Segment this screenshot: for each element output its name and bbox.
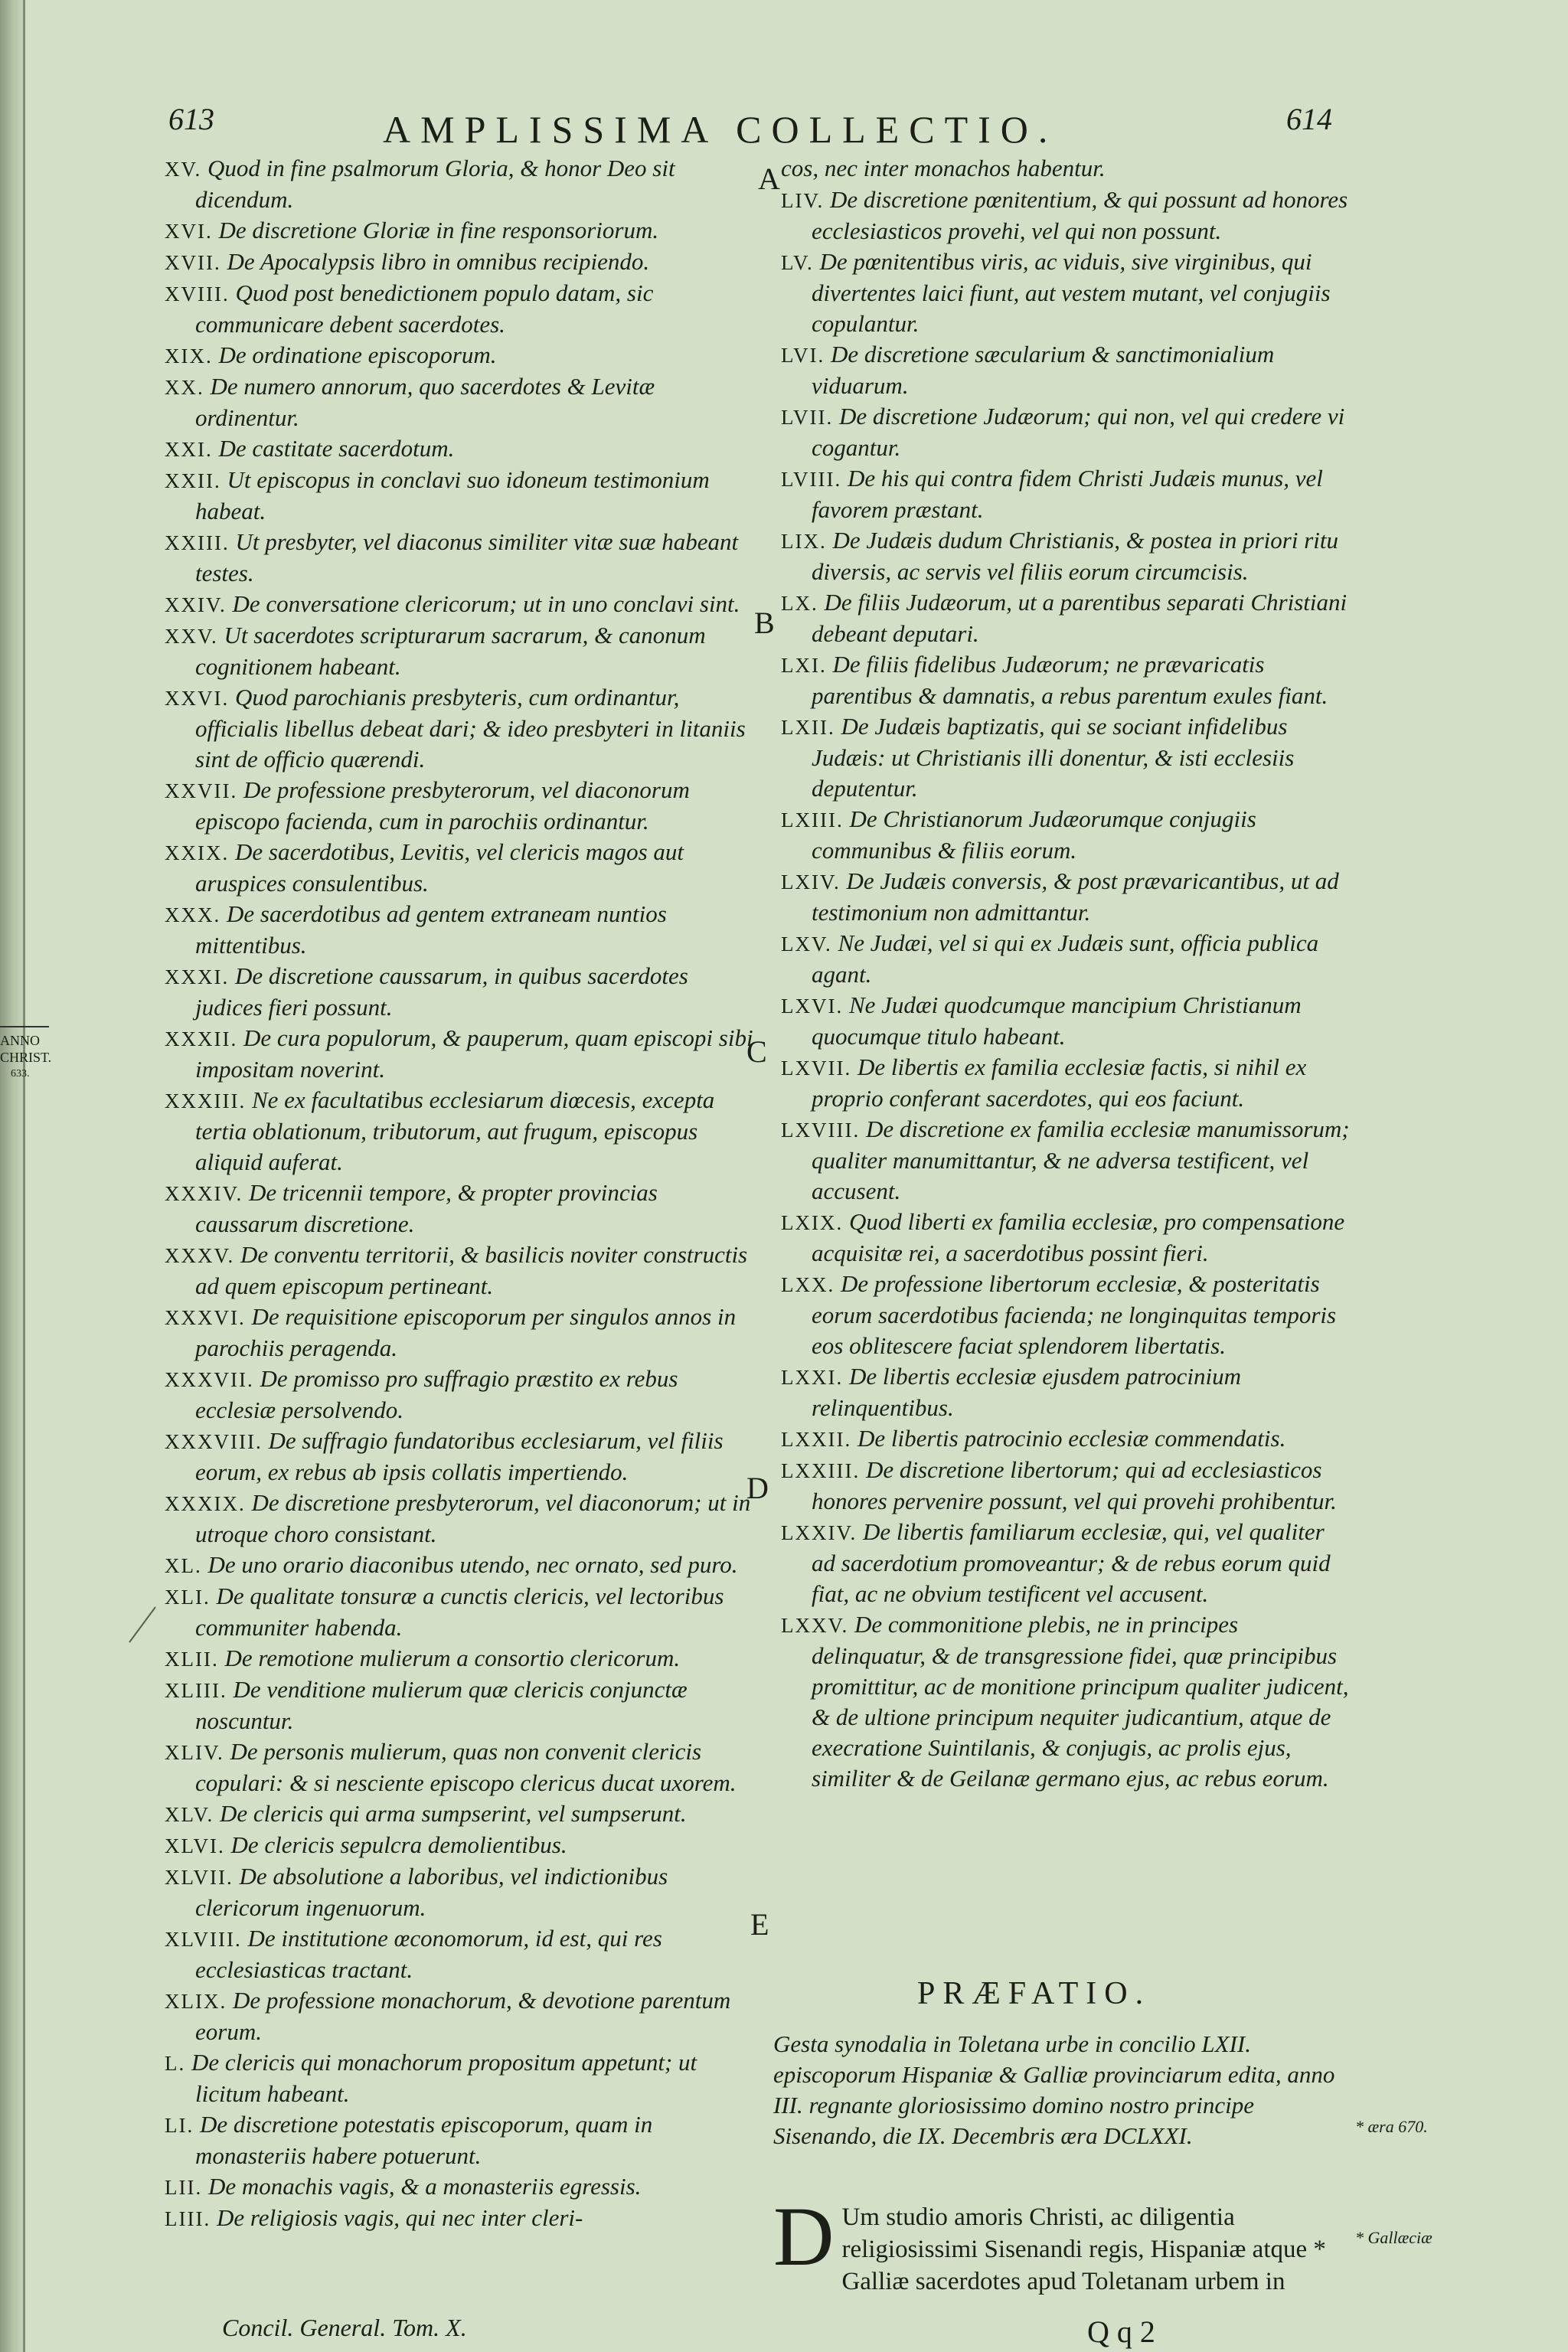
chapter-text: De cura populorum, & pauperum, quam episcopi sibi impositam noverint.	[195, 1024, 753, 1083]
chapter-entry	[165, 620, 754, 682]
body-paragraph	[773, 2190, 1355, 2298]
chapter-text: De suffragio fundatoribus ecclesiarum, vel filiis eorum, ex rebus ab ipsis collatis impertiendo.	[195, 1427, 724, 1485]
chapter-text: De discretione Gloriæ in fine responsoriorum.	[218, 217, 659, 243]
chapter-number: LVIII.	[781, 468, 842, 491]
chapter-number: L.	[165, 2052, 186, 2075]
margin-note-line: CHRIST.	[0, 1050, 52, 1065]
section-mark-a: A	[758, 162, 780, 196]
chapter-entry	[781, 649, 1351, 711]
chapter-text: De tricennii tempore, & propter provincias caussarum discretione.	[195, 1179, 658, 1237]
chapter-entry	[165, 527, 754, 589]
chapter-entry	[165, 247, 754, 278]
chapter-number: XXIII.	[165, 531, 230, 554]
chapter-number: LI.	[165, 2114, 194, 2137]
chapter-entry	[781, 185, 1351, 247]
chapter-text: De discretione sæcularium & sanctimonialium viduarum.	[812, 341, 1275, 399]
chapter-text: De discretione presbyterorum, vel diaconorum; ut in utroque choro consistant.	[195, 1489, 751, 1547]
chapter-number: LXII.	[781, 716, 835, 739]
chapter-text: De numero annorum, quo sacerdotes & Levitæ ordinentur.	[195, 373, 655, 431]
chapter-text: De discretione pœnitentium, & qui possunt ad honores ecclesiasticos provehi, vel qui non possunt.	[812, 186, 1348, 244]
chapter-number: XXV.	[165, 625, 218, 648]
chapter-number: LXXIV.	[781, 1521, 858, 1544]
chapter-entry	[781, 1609, 1351, 1794]
chapter-number: LIII.	[165, 2207, 211, 2230]
praefatio-text: Gesta synodalia in Toletana urbe in concilio LXII. episcoporum Hispaniæ & Galliæ provinciarum edita, anno III. regnante gloriosissimo domino nostro principe Sisenando, die IX. Decembris æra DCLXXI.	[773, 2030, 1335, 2149]
chapter-text: De Judæis dudum Christianis, & postea in priori ritu diversis, ac servis vel filiis eorum circumcisis.	[812, 527, 1339, 585]
margin-note-anno	[0, 1026, 52, 1083]
chapter-number: XLIX.	[165, 1990, 227, 2013]
chapter-number: LXVIII.	[781, 1119, 861, 1142]
chapter-text: De absolutione a laboribus, vel indictionibus clericorum ingenuorum.	[195, 1863, 668, 1921]
chapter-text: Quod parochianis presbyteris, cum ordinantur, officialis libellus debeat dari; & ideo presbyteri in litaniis sint de officio quærendi.	[195, 684, 746, 773]
chapter-number: LXX.	[781, 1273, 835, 1296]
chapter-number: XXII.	[165, 469, 221, 492]
signature-mark: Q q 2	[1087, 2314, 1155, 2349]
chapter-number: LXI.	[781, 654, 827, 677]
chapter-entry	[165, 2203, 754, 2234]
chapter-text: De discretione ex familia ecclesiæ manumissorum; qualiter manumittantur, & ne adversa testificent, vel accusent.	[812, 1116, 1350, 1204]
chapter-entry	[781, 1361, 1351, 1423]
left-column	[165, 153, 754, 2234]
chapter-text: De uno orario diaconibus utendo, nec ornato, sed puro.	[207, 1551, 738, 1578]
chapter-text: De professione monachorum, & devotione parentum eorum.	[195, 1987, 731, 2045]
chapter-text: De discretione potestatis episcoporum, quam in monasteriis habere potuerunt.	[195, 2111, 653, 2169]
body-text: Um studio amoris Christi, ac diligentia religiosissimi Sisenandi regis, Hispaniæ atque * Galliæ sacerdotes apud Toletanam urbem in	[841, 2203, 1326, 2295]
chapter-entry	[781, 866, 1351, 928]
chapter-number: LIX.	[781, 530, 827, 553]
chapter-entry	[165, 2047, 754, 2109]
chapter-entry	[165, 899, 754, 961]
chapter-entry	[165, 1240, 754, 1302]
chapter-entry	[165, 775, 754, 837]
section-mark-d: D	[746, 1471, 769, 1505]
chapter-text: De professione presbyterorum, vel diaconorum episcopo facienda, cum in parochiis ordinantur.	[195, 776, 690, 835]
chapter-text: De Apocalypsis libro in omnibus recipiendo.	[227, 248, 650, 275]
chapter-entry	[165, 371, 754, 433]
chapter-entry	[781, 1207, 1351, 1269]
chapter-text: Quod in fine psalmorum Gloria, & honor Deo sit dicendum.	[195, 155, 675, 213]
chapter-number: LXV.	[781, 933, 832, 956]
chapter-entry	[165, 340, 754, 371]
chapter-text: De ordinatione episcoporum.	[218, 341, 497, 368]
chapter-number: XXXII.	[165, 1027, 238, 1050]
chapter-text: De Judæis conversis, & post prævaricantibus, ut ad testimonium non admittantur.	[812, 867, 1339, 926]
side-note-aera: * æra 670.	[1355, 2117, 1428, 2136]
chapter-number: XX.	[165, 376, 204, 399]
chapter-text: De sacerdotibus ad gentem extraneam nuntios mittentibus.	[195, 900, 667, 959]
chapter-entry	[165, 1581, 754, 1643]
chapter-number: LIV.	[781, 189, 825, 212]
chapter-entry	[165, 465, 754, 527]
chapter-text: De commonitione plebis, ne in principes delinquatur, & de transgressione fidei, quæ principibus promittitur, ac de monitione principum qualiter judicent, & de ultione principum nequiter judicantium, atque de execratione Suintilanis, & conjugis, ac prolis ejus, similiter & de Geilanæ germano ejus, ac rebus eorum.	[812, 1611, 1349, 1792]
chapter-text: Ut presbyter, vel diaconus similiter vitæ suæ habeant testes.	[195, 528, 739, 586]
chapter-text: De requisitione episcoporum per singulos annos in parochiis peragenda.	[195, 1303, 737, 1361]
chapter-entry	[165, 215, 754, 247]
chapter-entry	[781, 339, 1351, 401]
chapter-entry	[165, 1830, 754, 1861]
chapter-entry	[165, 278, 754, 340]
chapter-text: De castitate sacerdotum.	[218, 435, 455, 462]
chapter-text: De conventu territorii, & basilicis noviter constructis ad quem episcopum pertineant.	[195, 1241, 748, 1299]
chapter-number: LXIV.	[781, 871, 841, 893]
chapter-number: XLIII.	[165, 1679, 227, 1702]
chapter-text: De religiosis vagis, qui nec inter cleri-	[216, 2204, 583, 2231]
chapter-number: XXXVIII.	[165, 1430, 263, 1453]
right-column	[781, 153, 1351, 1794]
section-mark-b: B	[754, 606, 775, 640]
chapter-text: De pœnitentibus viris, ac viduis, sive virginibus, qui divertentes laici fiunt, aut vestem mutant, vel conjugiis copulantur.	[812, 248, 1331, 337]
chapter-entry	[165, 837, 754, 899]
chapter-number: LII.	[165, 2176, 203, 2199]
chapter-text: Ne Judæi, vel si qui ex Judæis sunt, officia publica agant.	[812, 929, 1319, 988]
chapter-text: De Christianorum Judæorumque conjugiis communibus & filiis eorum.	[812, 805, 1256, 864]
chapter-number: XXX.	[165, 903, 221, 926]
chapter-number: LXIII.	[781, 808, 844, 831]
chapter-number: XXXVI.	[165, 1306, 246, 1329]
chapter-entry	[165, 2171, 754, 2203]
chapter-entry	[165, 1302, 754, 1364]
chapter-number: LXVI.	[781, 995, 844, 1018]
chapter-entry	[781, 1517, 1351, 1609]
chapter-entry	[165, 1426, 754, 1488]
chapter-entry	[165, 1488, 754, 1550]
chapter-entry	[781, 1269, 1351, 1361]
chapter-entry	[781, 711, 1351, 804]
chapter-entry	[781, 928, 1351, 990]
chapter-number: XXXIV.	[165, 1182, 243, 1205]
chapter-entry	[165, 1861, 754, 1923]
chapter-entry	[165, 1178, 754, 1240]
chapter-entry	[781, 463, 1351, 525]
chapter-number: XXVII.	[165, 779, 238, 802]
margin-note-year: 633.	[11, 1068, 30, 1080]
chapter-text: De clericis sepulcra demolientibus.	[230, 1831, 567, 1858]
chapter-number: XLVIII.	[165, 1928, 242, 1951]
chapter-text: De professione libertorum ecclesiæ, & posteritatis eorum sacerdotibus facienda; ne longinquitas temporis eos oblitescere faciat splendorem libertatis.	[812, 1270, 1337, 1359]
chapter-text: De personis mulierum, quas non convenit clericis copulari: & si nesciente episcopo clericus ducat uxorem.	[195, 1738, 737, 1796]
chapter-text: De filiis fidelibus Judæorum; ne prævaricatis parentibus & damnatis, a rebus parentum exules fiant.	[812, 651, 1328, 709]
chapter-text: De sacerdotibus, Levitis, vel clericis magos aut aruspices consulentibus.	[195, 838, 684, 897]
chapter-number: LXXI.	[781, 1366, 844, 1389]
page-number-left: 613	[168, 102, 214, 136]
pencil-mark	[126, 1604, 157, 1646]
chapter-number: XLI.	[165, 1586, 211, 1609]
chapter-text: De his qui contra fidem Christi Judæis munus, vel favorem præstant.	[812, 465, 1323, 523]
chapter-text: De libertis ex familia ecclesiæ factis, si nihil ex proprio conferant sacerdotes, qui eos faciunt.	[812, 1054, 1307, 1112]
chapter-entry	[165, 1736, 754, 1798]
chapter-text: Ne Judæi quodcumque mancipium Christianum quocumque titulo habeant.	[812, 991, 1302, 1050]
chapter-text: De institutione œconomorum, id est, qui res ecclesiasticas tractant.	[195, 1925, 662, 1983]
chapter-entry	[165, 682, 754, 775]
chapter-text: De remotione mulierum a consortio clericorum.	[224, 1645, 681, 1671]
chapter-text: De promisso pro suffragio præstito ex rebus ecclesiæ persolvendo.	[195, 1365, 678, 1423]
chapter-entry	[781, 1114, 1351, 1207]
chapter-entry	[781, 990, 1351, 1052]
chapter-number: XXI.	[165, 438, 213, 461]
chapter-number: XVI.	[165, 220, 213, 243]
chapter-text: De discretione caussarum, in quibus sacerdotes judices fieri possunt.	[195, 962, 688, 1021]
chapter-text: De clericis qui monachorum propositum appetunt; ut licitum habeant.	[191, 2049, 697, 2107]
side-note-gallaeciae: * Gallæciæ	[1355, 2228, 1432, 2247]
chapter-number: XVIII.	[165, 283, 230, 305]
chapter-number: XXIX.	[165, 841, 230, 864]
chapter-number: LVI.	[781, 344, 825, 367]
chapter-number: XV.	[165, 158, 202, 181]
footer-volume: Concil. General. Tom. X.	[222, 2314, 467, 2341]
section-mark-c: C	[746, 1034, 767, 1069]
chapter-number: XXIV.	[165, 593, 227, 616]
chapter-text: De discretione libertorum; qui ad ecclesiasticos honores pervenire possunt, vel qui provehi prohibentur.	[812, 1456, 1337, 1514]
chapter-entry	[165, 961, 754, 1023]
chapter-number: XL.	[165, 1554, 202, 1577]
chapter-number: XIX.	[165, 345, 213, 368]
chapter-entry	[781, 1052, 1351, 1114]
chapter-number: XXXIX.	[165, 1492, 246, 1515]
chapter-text: De libertis ecclesiæ ejusdem patrocinium relinquentibus.	[812, 1363, 1241, 1421]
chapter-text: Ut sacerdotes scripturarum sacrarum, & canonum cognitionem habeant.	[195, 622, 706, 680]
chapter-text: De venditione mulierum quæ clericis conjunctæ noscuntur.	[195, 1676, 688, 1734]
chapter-entry	[165, 1023, 754, 1085]
chapter-entry	[165, 1643, 754, 1674]
chapter-entry	[165, 1923, 754, 1985]
chapter-entry	[781, 587, 1351, 649]
chapter-text: Ut episcopus in conclavi suo idoneum testimonium habeat.	[195, 466, 710, 524]
chapter-number: XXXV.	[165, 1244, 235, 1267]
chapter-text: cos, nec inter monachos habentur.	[781, 155, 1106, 181]
praefatio-title: PRÆFATIO.	[917, 1976, 1152, 2011]
chapter-entry	[781, 1423, 1351, 1455]
chapter-text: Ne ex facultatibus ecclesiarum diœcesis, excepta tertia oblationum, tributorum, aut frugum, episcopus aliquid auferat.	[195, 1086, 715, 1175]
chapter-number: XXVI.	[165, 687, 230, 710]
chapter-entry	[165, 589, 754, 620]
chapter-number: LV.	[781, 251, 814, 274]
chapter-text: De qualitate tonsuræ a cunctis clericis, vel lectoribus communiter habenda.	[195, 1583, 724, 1641]
chapter-text: De Judæis baptizatis, qui se sociant infidelibus Judæis: ut Christianis illi donentur, & isti ecclesiis deputentur.	[812, 713, 1295, 802]
chapter-text: De monachis vagis, & a monasteriis egressis.	[207, 2173, 642, 2200]
chapter-number: LVII.	[781, 406, 834, 429]
chapter-entry	[781, 804, 1351, 866]
chapter-number: LXXII.	[781, 1428, 852, 1451]
drop-cap: D	[773, 2190, 835, 2283]
chapter-number: LXXIII.	[781, 1459, 861, 1482]
chapter-text: De discretione Judæorum; qui non, vel qui credere vi cogantur.	[812, 403, 1345, 461]
chapter-entry	[781, 153, 1351, 185]
chapter-number: LXXV.	[781, 1614, 849, 1637]
section-mark-e: E	[750, 1907, 769, 1942]
chapter-number: XLV.	[165, 1803, 214, 1826]
chapter-number: XLII.	[165, 1648, 219, 1671]
chapter-entry	[781, 247, 1351, 339]
chapter-entry	[165, 1798, 754, 1830]
chapter-entry	[165, 1674, 754, 1736]
chapter-number: XLIV.	[165, 1741, 224, 1764]
chapter-text: Quod liberti ex familia ecclesiæ, pro compensatione acquisitæ rei, a sacerdotibus possint fieri.	[812, 1208, 1345, 1266]
chapter-text: De filiis Judæorum, ut a parentibus separati Christiani debeant deputari.	[812, 589, 1348, 647]
chapter-entry	[781, 1455, 1351, 1517]
chapter-number: XXXI.	[165, 965, 230, 988]
margin-note-line: ANNO	[0, 1033, 40, 1048]
chapter-entry	[165, 433, 754, 465]
chapter-number: LX.	[781, 592, 818, 615]
chapter-text: De libertis patrocinio ecclesiæ commendatis.	[857, 1425, 1286, 1452]
chapter-number: XXXVII.	[165, 1368, 254, 1391]
chapter-number: LXIX.	[781, 1211, 844, 1234]
chapter-entry	[165, 1364, 754, 1426]
chapter-text: De libertis familiarum ecclesiæ, qui, vel qualiter ad sacerdotium promoveantur; & de rebus eorum quid fiat, ac ne obvium testificent vel accusent.	[812, 1518, 1331, 1607]
chapter-entry	[165, 1550, 754, 1581]
chapter-text: De clericis qui arma sumpserint, vel sumpserunt.	[220, 1800, 687, 1827]
running-title: AMPLISSIMA COLLECTIO.	[383, 108, 1058, 151]
chapter-number: XLVII.	[165, 1866, 234, 1889]
chapter-entry	[165, 153, 754, 215]
chapter-number: LXVII.	[781, 1057, 852, 1080]
chapter-entry	[165, 1985, 754, 2047]
chapter-text: Quod post benedictionem populo datam, sic communicare debent sacerdotes.	[195, 279, 654, 338]
chapter-text: De conversatione clericorum; ut in uno conclavi sint.	[232, 590, 740, 617]
chapter-entry	[165, 2109, 754, 2171]
chapter-number: XLVI.	[165, 1834, 225, 1857]
binding-gutter	[0, 0, 23, 2352]
chapter-entry	[781, 401, 1351, 463]
chapter-entry	[781, 525, 1351, 587]
chapter-number: XVII.	[165, 251, 221, 274]
chapter-number: XXXIII.	[165, 1089, 247, 1112]
chapter-entry	[165, 1085, 754, 1178]
page-number-right: 614	[1286, 102, 1332, 136]
